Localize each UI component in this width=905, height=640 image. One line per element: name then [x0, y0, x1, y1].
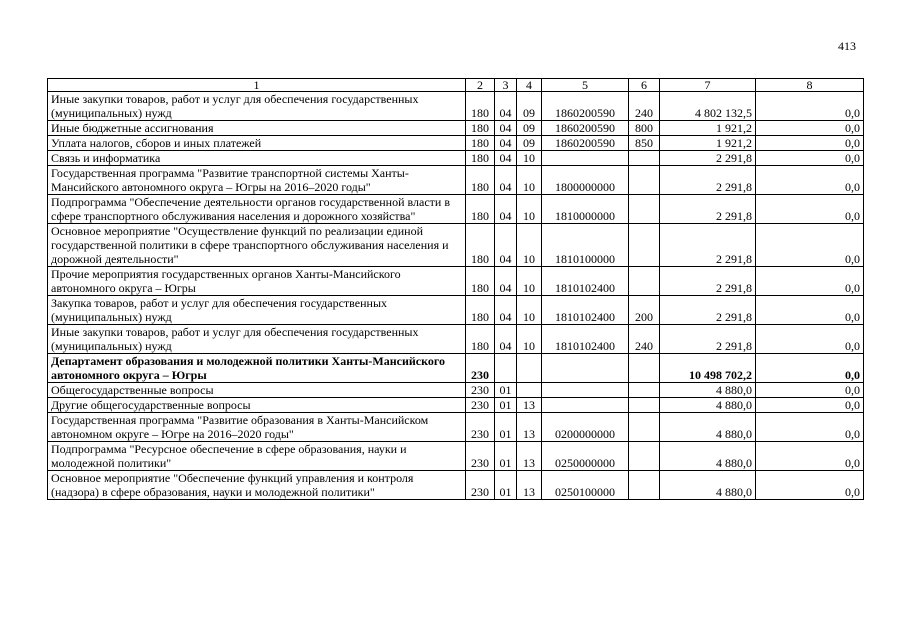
budget-table [47, 78, 864, 500]
column-header: 5 [542, 79, 629, 92]
admin-code-cell: 230 [466, 442, 495, 471]
section-code-cell [495, 354, 517, 383]
target-article-cell [542, 383, 629, 398]
column-header: 3 [495, 79, 517, 92]
expense-type-cell: 800 [629, 121, 660, 136]
target-article-cell: 1810100000 [542, 224, 629, 267]
subsection-code-cell: 13 [517, 398, 542, 413]
amount-cell: 1 921,2 [660, 136, 756, 151]
amount-secondary-cell: 0,0 [756, 471, 864, 500]
expense-type-cell [629, 398, 660, 413]
row-name-cell: Иные закупки товаров, работ и услуг для обеспечения государственных (муниципальных) нужд [48, 325, 466, 354]
amount-secondary-cell: 0,0 [756, 151, 864, 166]
target-article-cell: 1860200590 [542, 121, 629, 136]
expense-type-cell [629, 471, 660, 500]
column-header: 2 [466, 79, 495, 92]
section-code-cell: 01 [495, 398, 517, 413]
expense-type-cell [629, 354, 660, 383]
admin-code-cell: 230 [466, 398, 495, 413]
admin-code-cell: 180 [466, 136, 495, 151]
table-body [48, 79, 864, 500]
amount-secondary-cell: 0,0 [756, 136, 864, 151]
section-code-cell: 04 [495, 92, 517, 121]
admin-code-cell: 180 [466, 195, 495, 224]
amount-secondary-cell: 0,0 [756, 296, 864, 325]
subsection-code-cell: 13 [517, 413, 542, 442]
amount-cell: 2 291,8 [660, 195, 756, 224]
amount-secondary-cell: 0,0 [756, 92, 864, 121]
amount-cell: 1 921,2 [660, 121, 756, 136]
amount-cell: 2 291,8 [660, 296, 756, 325]
target-article-cell [542, 354, 629, 383]
expense-type-cell: 240 [629, 325, 660, 354]
subsection-code-cell: 10 [517, 166, 542, 195]
target-article-cell: 1810102400 [542, 267, 629, 296]
subsection-code-cell: 10 [517, 195, 542, 224]
target-article-cell: 0200000000 [542, 413, 629, 442]
column-header: 6 [629, 79, 660, 92]
amount-secondary-cell: 0,0 [756, 121, 864, 136]
target-article-cell [542, 151, 629, 166]
amount-cell: 4 880,0 [660, 471, 756, 500]
table-row [48, 195, 864, 224]
amount-cell: 4 880,0 [660, 398, 756, 413]
subsection-code-cell: 10 [517, 325, 542, 354]
table-row [48, 398, 864, 413]
table-row [48, 296, 864, 325]
table-row [48, 166, 864, 195]
column-header: 1 [48, 79, 466, 92]
admin-code-cell: 230 [466, 413, 495, 442]
admin-code-cell: 180 [466, 267, 495, 296]
subsection-code-cell: 09 [517, 92, 542, 121]
table-row [48, 224, 864, 267]
subsection-code-cell: 13 [517, 442, 542, 471]
amount-secondary-cell: 0,0 [756, 354, 864, 383]
expense-type-cell [629, 383, 660, 398]
expense-type-cell [629, 224, 660, 267]
expense-type-cell [629, 166, 660, 195]
target-article-cell: 0250000000 [542, 442, 629, 471]
admin-code-cell: 180 [466, 151, 495, 166]
target-article-cell: 0250100000 [542, 471, 629, 500]
admin-code-cell: 180 [466, 121, 495, 136]
target-article-cell: 1800000000 [542, 166, 629, 195]
subsection-code-cell [517, 354, 542, 383]
admin-code-cell: 180 [466, 224, 495, 267]
section-code-cell: 01 [495, 413, 517, 442]
section-code-cell: 04 [495, 121, 517, 136]
subsection-code-cell: 10 [517, 151, 542, 166]
target-article-cell: 1860200590 [542, 92, 629, 121]
table-row [48, 413, 864, 442]
section-code-cell: 01 [495, 471, 517, 500]
amount-secondary-cell: 0,0 [756, 267, 864, 296]
amount-cell: 2 291,8 [660, 325, 756, 354]
amount-cell: 2 291,8 [660, 166, 756, 195]
target-article-cell: 1810102400 [542, 296, 629, 325]
row-name-cell: Иные закупки товаров, работ и услуг для обеспечения государственных (муниципальных) нужд [48, 92, 466, 121]
page-number: 413 [838, 39, 856, 53]
table-row [48, 442, 864, 471]
expense-type-cell: 200 [629, 296, 660, 325]
subsection-code-cell: 09 [517, 121, 542, 136]
amount-secondary-cell: 0,0 [756, 224, 864, 267]
section-code-cell: 04 [495, 195, 517, 224]
subsection-code-cell: 10 [517, 296, 542, 325]
row-name-cell: Государственная программа "Развитие транспортной системы Ханты-Мансийского автономного округа – Югры на 2016–2020 годы" [48, 166, 466, 195]
amount-secondary-cell: 0,0 [756, 325, 864, 354]
amount-secondary-cell: 0,0 [756, 442, 864, 471]
row-name-cell: Департамент образования и молодежной политики Ханты-Мансийского автономного округа – Югры [48, 354, 466, 383]
amount-cell: 4 880,0 [660, 383, 756, 398]
table-row [48, 383, 864, 398]
amount-secondary-cell: 0,0 [756, 413, 864, 442]
row-name-cell: Связь и информатика [48, 151, 466, 166]
row-name-cell: Подпрограмма "Обеспечение деятельности органов государственной власти в сфере транспортного обслуживания населения и дорожного хозяйства" [48, 195, 466, 224]
amount-secondary-cell: 0,0 [756, 166, 864, 195]
column-header: 7 [660, 79, 756, 92]
section-code-cell: 04 [495, 296, 517, 325]
section-code-cell: 04 [495, 224, 517, 267]
admin-code-cell: 180 [466, 166, 495, 195]
admin-code-cell: 230 [466, 383, 495, 398]
section-code-cell: 04 [495, 136, 517, 151]
table-row [48, 151, 864, 166]
target-article-cell: 1810000000 [542, 195, 629, 224]
admin-code-cell: 230 [466, 471, 495, 500]
target-article-cell [542, 398, 629, 413]
row-name-cell: Уплата налогов, сборов и иных платежей [48, 136, 466, 151]
admin-code-cell: 230 [466, 354, 495, 383]
table-header-row [48, 79, 864, 92]
table-row [48, 136, 864, 151]
amount-cell: 4 880,0 [660, 413, 756, 442]
section-code-cell: 01 [495, 442, 517, 471]
expense-type-cell: 240 [629, 92, 660, 121]
amount-cell: 10 498 702,2 [660, 354, 756, 383]
expense-type-cell: 850 [629, 136, 660, 151]
row-name-cell: Иные бюджетные ассигнования [48, 121, 466, 136]
row-name-cell: Прочие мероприятия государственных органов Ханты-Мансийского автономного округа – Югры [48, 267, 466, 296]
amount-secondary-cell: 0,0 [756, 398, 864, 413]
row-name-cell: Общегосударственные вопросы [48, 383, 466, 398]
column-header: 4 [517, 79, 542, 92]
admin-code-cell: 180 [466, 296, 495, 325]
amount-cell: 4 802 132,5 [660, 92, 756, 121]
section-code-cell: 01 [495, 383, 517, 398]
row-name-cell: Подпрограмма "Ресурсное обеспечение в сфере образования, науки и молодежной политики" [48, 442, 466, 471]
target-article-cell: 1860200590 [542, 136, 629, 151]
expense-type-cell [629, 267, 660, 296]
subsection-code-cell: 13 [517, 471, 542, 500]
amount-secondary-cell: 0,0 [756, 195, 864, 224]
expense-type-cell [629, 195, 660, 224]
amount-cell: 2 291,8 [660, 267, 756, 296]
row-name-cell: Другие общегосударственные вопросы [48, 398, 466, 413]
expense-type-cell [629, 151, 660, 166]
row-name-cell: Основное мероприятие "Осуществление функций по реализации единой государственной политики в сфере транспортного обслуживания населения и дорожной деятельности" [48, 224, 466, 267]
table-row [48, 121, 864, 136]
admin-code-cell: 180 [466, 325, 495, 354]
expense-type-cell [629, 442, 660, 471]
table-row [48, 471, 864, 500]
section-code-cell: 04 [495, 151, 517, 166]
expense-type-cell [629, 413, 660, 442]
row-name-cell: Закупка товаров, работ и услуг для обеспечения государственных (муниципальных) нужд [48, 296, 466, 325]
table-row [48, 325, 864, 354]
subsection-code-cell: 09 [517, 136, 542, 151]
amount-cell: 2 291,8 [660, 151, 756, 166]
table-row [48, 267, 864, 296]
admin-code-cell: 180 [466, 92, 495, 121]
amount-cell: 2 291,8 [660, 224, 756, 267]
subsection-code-cell: 10 [517, 267, 542, 296]
amount-secondary-cell: 0,0 [756, 383, 864, 398]
subsection-code-cell: 10 [517, 224, 542, 267]
subsection-code-cell [517, 383, 542, 398]
row-name-cell: Государственная программа "Развитие образования в Ханты-Мансийском автономном округе – Югре на 2016–2020 годы" [48, 413, 466, 442]
column-header: 8 [756, 79, 864, 92]
row-name-cell: Основное мероприятие "Обеспечение функций управления и контроля (надзора) в сфере образования, науки и молодежной политики" [48, 471, 466, 500]
target-article-cell: 1810102400 [542, 325, 629, 354]
section-code-cell: 04 [495, 325, 517, 354]
table-row [48, 92, 864, 121]
section-code-cell: 04 [495, 267, 517, 296]
amount-cell: 4 880,0 [660, 442, 756, 471]
table-row [48, 354, 864, 383]
section-code-cell: 04 [495, 166, 517, 195]
